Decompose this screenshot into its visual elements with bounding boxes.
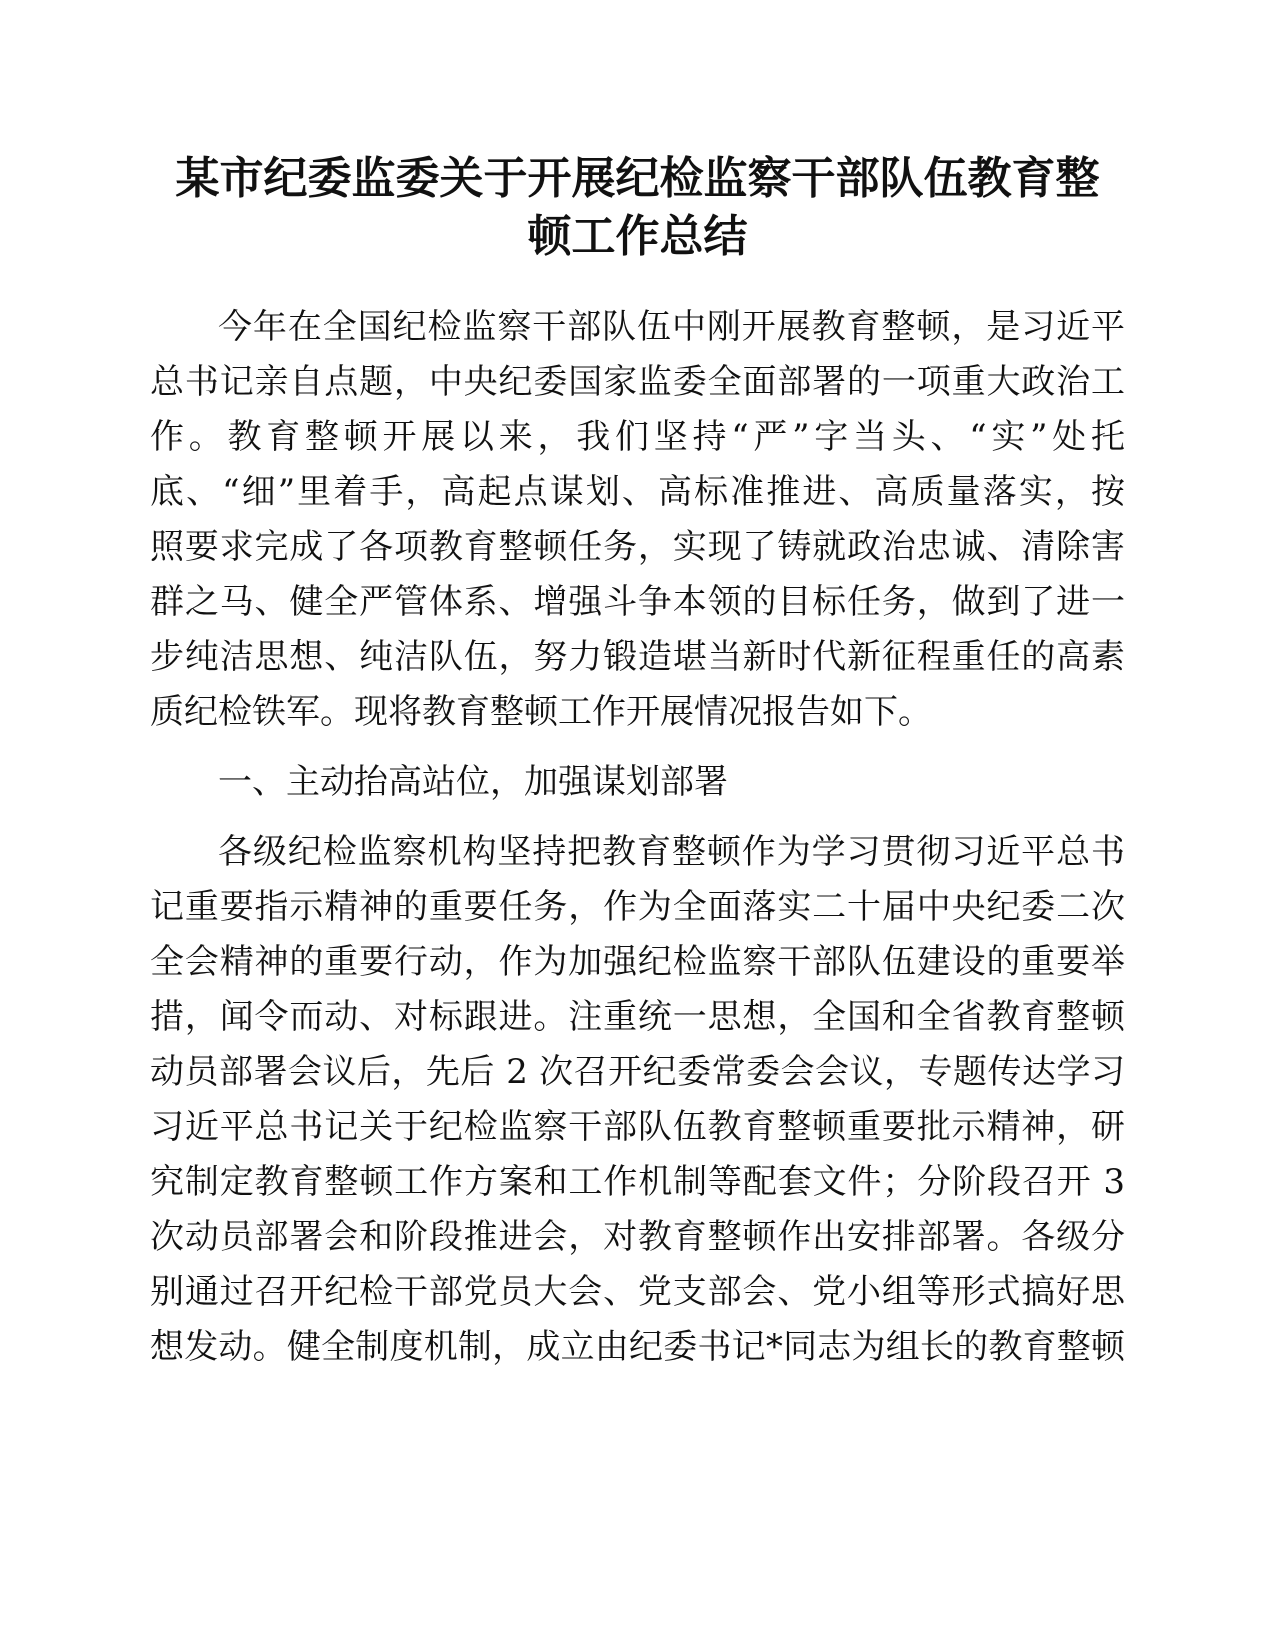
section-1-line-4: 措，闻令而动、对标跟进。注重统一思想，全国和全省教育整顿 <box>150 997 1125 1037</box>
section-1-line-8: 次动员部署会和阶段推进会，对教育整顿作出安排部署。各级分 <box>150 1217 1125 1257</box>
intro-line-7: 步纯洁思想、纯洁队伍，努力锻造堪当新时代新征程重任的高素 <box>150 637 1125 677</box>
intro-line-3: 作。教育整顿开展以来，我们坚持“严”字当头、“实”处托 <box>150 417 1125 457</box>
intro-line-1: 今年在全国纪检监察干部队伍中刚开展教育整顿，是习近平 <box>218 307 1125 347</box>
intro-line-8: 质纪检铁军。现将教育整顿工作开展情况报告如下。 <box>150 692 932 732</box>
section-1-line-10: 想发动。健全制度机制，成立由纪委书记*同志为组长的教育整顿 <box>150 1327 1125 1367</box>
intro-line-2: 总书记亲自点题，中央纪委国家监委全面部署的一项重大政治工 <box>150 362 1125 402</box>
section-1-line-1: 各级纪检监察机构坚持把教育整顿作为学习贯彻习近平总书 <box>218 832 1125 872</box>
section-1-line-3: 全会精神的重要行动，作为加强纪检监察干部队伍建设的重要举 <box>150 942 1125 982</box>
section-1-line-6: 习近平总书记关于纪检监察干部队伍教育整顿重要批示精神，研 <box>150 1107 1125 1147</box>
intro-line-6: 群之马、健全严管体系、增强斗争本领的目标任务，做到了进一 <box>150 582 1125 622</box>
document-title-line-1: 某市纪委监委关于开展纪检监察干部队伍教育整 <box>175 153 1100 204</box>
section-1-line-7: 究制定教育整顿工作方案和工作机制等配套文件；分阶段召开 3 <box>150 1162 1125 1202</box>
section-1-line-2: 记重要指示精神的重要任务，作为全面落实二十届中央纪委二次 <box>150 887 1125 927</box>
section-1-line-5: 动员部署会议后，先后 2 次召开纪委常委会会议，专题传达学习 <box>150 1052 1125 1092</box>
intro-line-4: 底、“细”里着手，高起点谋划、高标准推进、高质量落实，按 <box>150 472 1125 512</box>
section-heading-1: 一、主动抬高站位，加强谋划部署 <box>218 762 728 802</box>
section-1-line-9: 别通过召开纪检干部党员大会、党支部会、党小组等形式搞好思 <box>150 1272 1125 1312</box>
intro-line-5: 照要求完成了各项教育整顿任务，实现了铸就政治忠诚、清除害 <box>150 527 1125 567</box>
document-title-line-2: 顿工作总结 <box>527 211 748 262</box>
